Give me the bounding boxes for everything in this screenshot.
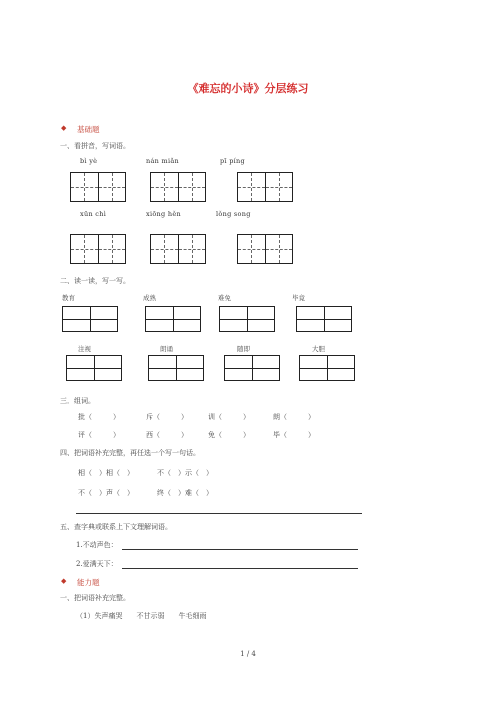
pinyin-label: pī píng	[220, 157, 245, 165]
writing-grid[interactable]	[237, 172, 293, 202]
word-label: 大胆	[312, 345, 325, 353]
fill-item[interactable]: 终（ ）难（ ）	[157, 489, 213, 497]
question-1: 一、看拼音，写词语。	[60, 142, 130, 150]
zuci-item[interactable]: 训（ ）	[208, 413, 250, 421]
word-label: 毕竟	[292, 294, 305, 302]
word-label: 注视	[78, 345, 91, 353]
zuci-item[interactable]: 斥（ ）	[146, 413, 188, 421]
zuci-item[interactable]: 毕（ ）	[273, 431, 315, 439]
section-ability-heading: 能力题	[77, 578, 100, 587]
zuci-item[interactable]: 免（ ）	[208, 431, 250, 439]
writing-grid[interactable]	[70, 172, 126, 202]
zuci-item[interactable]: 朗（ ）	[273, 413, 315, 421]
diamond-bullet-icon: ◆	[61, 124, 67, 132]
question-3: 三．组词。	[60, 397, 95, 405]
ability-item-1: （1）失声痛哭 不甘示弱 牛毛细雨	[76, 612, 207, 620]
pinyin-label: lǒng song	[216, 210, 251, 218]
question-5: 五、查字典或联系上下文理解词语。	[60, 523, 172, 531]
writing-grid[interactable]	[150, 172, 206, 202]
fill-item[interactable]: 相（ ）相（ ）	[78, 469, 134, 477]
definition-answer-line[interactable]	[122, 549, 358, 550]
diamond-bullet-icon: ◆	[61, 577, 67, 585]
zuci-item[interactable]: 西（ ）	[146, 431, 188, 439]
word-label: 教育	[62, 294, 75, 302]
writing-grid[interactable]	[70, 234, 126, 264]
zuci-item[interactable]: 评（ ）	[78, 431, 120, 439]
ability-question-1: 一、把词语补充完整。	[60, 594, 130, 602]
word-label: 随即	[237, 345, 250, 353]
pinyin-label: bì yè	[80, 157, 98, 165]
sentence-answer-line[interactable]	[76, 513, 362, 514]
word-label: 朗诵	[160, 345, 173, 353]
fill-item[interactable]: 不（ ）示（ ）	[157, 469, 213, 477]
page-number: 1 / 4	[240, 650, 256, 658]
question-4: 四、把词语补充完整，再任选一个写一句话。	[60, 449, 200, 457]
word-label: 成熟	[143, 294, 156, 302]
pinyin-label: xūn chì	[80, 210, 107, 218]
section-basic-heading: 基础题	[77, 125, 100, 134]
fill-item[interactable]: 不（ ）声（ ）	[78, 489, 134, 497]
definition-label: 2.爱满天下：	[76, 560, 118, 568]
writing-grid[interactable]	[150, 234, 206, 264]
definition-answer-line[interactable]	[122, 568, 358, 569]
word-label: 难免	[218, 294, 231, 302]
definition-label: 1.不动声色：	[76, 541, 118, 549]
page-title: 《难忘的小诗》分层练习	[187, 82, 309, 95]
pinyin-label: xiōng hěn	[146, 210, 181, 218]
question-2: 二、读一读，写一写。	[60, 277, 130, 285]
pinyin-label: nán miǎn	[146, 157, 180, 165]
writing-grid[interactable]	[237, 234, 293, 264]
zuci-item[interactable]: 批（ ）	[78, 413, 120, 421]
